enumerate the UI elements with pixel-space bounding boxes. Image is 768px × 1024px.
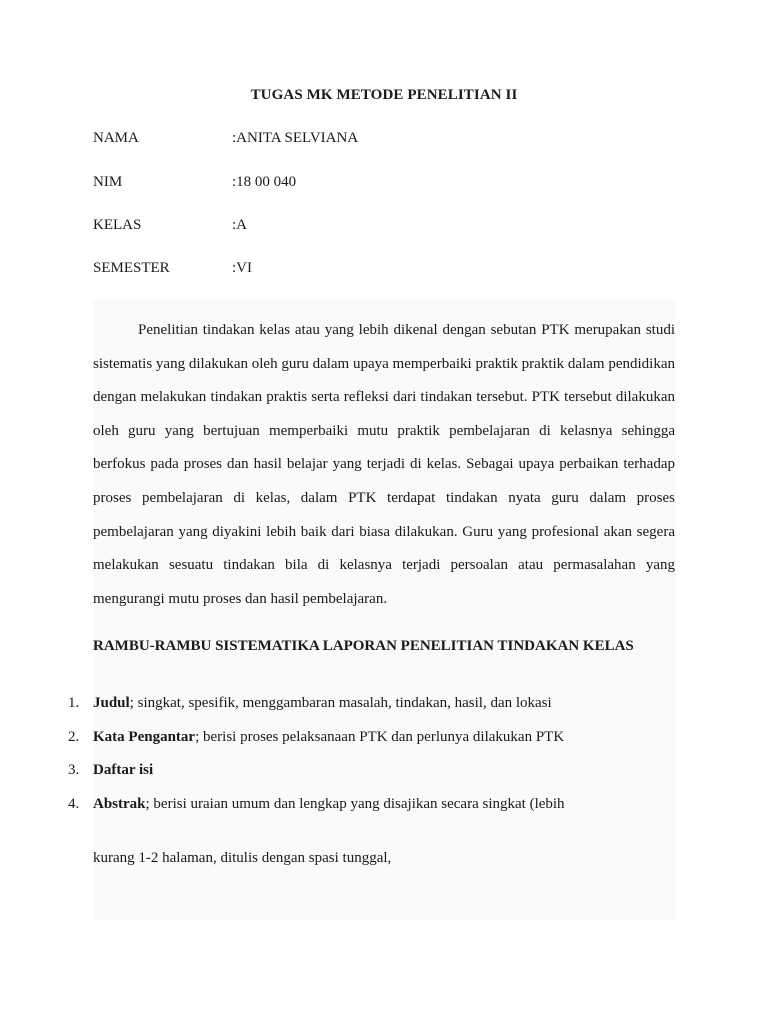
list-number: 4. (68, 796, 80, 812)
list-item (0, 762, 768, 784)
list-description: ; berisi uraian umum dan lengkap yang disajikan secara singkat (lebih (145, 796, 565, 812)
document-title: TUGAS MK METODE PENELITIAN II (250, 87, 518, 103)
list-item (0, 729, 768, 751)
body-paragraph: Penelitian tindakan kelas atau yang lebih dikenal dengan sebutan PTK merupakan studi sistematis yang dilakukan oleh guru dalam upaya memperbaiki praktik praktik dalam pendidikan dengan melakukan tindakan praktis serta refleksi dari tindakan tersebut. PTK tersebut dilakukan oleh guru yang bertujuan memperbaiki mutu praktik pembelajaran di kelasnya sehingga berfokus pada proses dan hasil belajar yang terjadi di kelas. Sebagai upaya perbaikan terhadap proses pembelajaran di kelas, dalam PTK terdapat tindakan nyata guru dalam proses pembelajaran yang diyakini lebih baik dari biasa dilakukan. Guru yang profesional akan segera melakukan sesuatu tindakan bila di kelasnya terjadi persoalan atau permasalahan yang mengurangi mutu proses dan hasil pembelajaran. (93, 322, 675, 607)
identity-label: NIM (93, 174, 123, 190)
list-term: Daftar isi (93, 762, 154, 778)
list-text (93, 729, 564, 746)
list-description: ; berisi proses pelaksanaan PTK dan perlunya dilakukan PTK (195, 729, 565, 745)
list-term: Kata Pengantar (93, 729, 196, 745)
list-term: Judul (93, 695, 130, 711)
list-number: 1. (68, 695, 80, 711)
list-continuation: kurang 1-2 halaman, ditulis dengan spasi tunggal, (93, 850, 392, 866)
section-heading: RAMBU-RAMBU SISTEMATIKA LAPORAN PENELITIAN TINDAKAN KELAS (93, 638, 634, 654)
identity-label: SEMESTER (93, 260, 170, 276)
identity-value: :A (232, 217, 247, 233)
list-text (93, 796, 565, 813)
list-term: Abstrak (93, 796, 146, 812)
list-text (93, 695, 552, 712)
list-text (93, 762, 153, 779)
list-description: ; singkat, spesifik, menggambaran masalah, tindakan, hasil, dan lokasi (129, 695, 552, 711)
identity-value: :18 00 040 (232, 174, 297, 190)
identity-value: :VI (232, 260, 252, 276)
identity-label: NAMA (93, 130, 139, 146)
list-number: 2. (68, 729, 80, 745)
list-item (0, 695, 768, 717)
identity-label: KELAS (93, 217, 142, 233)
identity-value: :ANITA SELVIANA (232, 130, 359, 146)
list-item (0, 796, 768, 818)
list-number: 3. (68, 762, 80, 778)
